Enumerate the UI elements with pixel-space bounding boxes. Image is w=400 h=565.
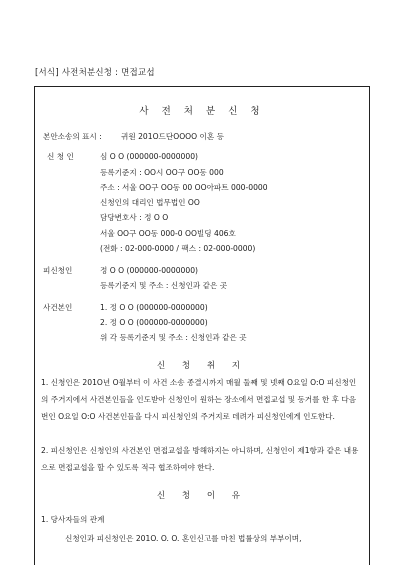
reason-paragraph: 신청인과 피신청인은 201O. O. O. 혼인신고를 마친 법률상의 부부이며, (65, 534, 302, 543)
principals-label: 사건본인 (43, 303, 73, 312)
principals-line: 2. 정 O O (000000-0000000) (100, 318, 208, 327)
applicant-line: 서울 OO구 OO동 000-0 OO빌딩 406호 (100, 229, 236, 238)
respondent-line: 등록기준지 및 주소 : 신청인과 같은 곳 (100, 281, 228, 290)
principals-line: 1. 정 O O (000000-0000000) (100, 303, 208, 312)
document-frame (34, 86, 370, 565)
principals-line: 위 각 등록기준지 및 주소 : 신청인과 같은 곳 (100, 333, 247, 342)
applicant-line: 등록기준지 : OO시 OO구 OO동 000 (100, 168, 224, 177)
applicant-line: 신청인의 대리인 법무법인 OO (100, 198, 200, 207)
applicant-label: 신 청 인 (47, 152, 74, 161)
respondent-label: 피신청인 (43, 266, 73, 275)
applicant-line: 심 O O (000000-0000000) (100, 152, 199, 161)
respondent-line: 정 O O (000000-0000000) (100, 266, 199, 275)
applicant-line: 주소 : 서울 OO구 OO동 00 OO아파트 000-0000 (100, 183, 268, 192)
purpose-paragraph: 1. 신청인은 201O년 O월부터 이 사건 소송 종결시까지 매월 둘째 및 넷째 O요일 O:O 피신청인의 주거지에서 사건본인들을 인도받아 신청인이 원하는 장소에서 면접교섭 및 동거를 한 후 다음번인 O요일 O:O 사건본인들을 다시 피신청인의 주거지로 데려가 피신청인에게 인도한다. (41, 378, 357, 421)
applicant-line: (전화 : 02-000-0000 / 팩스 : 02-000-0000) (100, 244, 256, 253)
document-title: 사 전 처 분 신 청 (139, 106, 265, 117)
case-value: 귀원 201O드단OOOO 이혼 등 (121, 132, 224, 141)
form-caption: [서식] 사전처분신청 : 면접교섭 (35, 68, 155, 78)
applicant-line: 담당변호사 : 정 O O (100, 213, 169, 222)
purpose-paragraph: 2. 피신청인은 신청인의 사건본인 면접교섭을 방해하지는 아니하며, 신청인이 제1항과 같은 내용으로 면접교섭을 할 수 있도록 적극 협조하여야 한다. (41, 446, 359, 472)
purpose-heading: 신 청 취 지 (157, 361, 247, 371)
case-label: 본안소송의 표시 : (43, 132, 102, 141)
reason-heading: 신 청 이 유 (157, 491, 247, 501)
reason-subheading: 1. 당사자들의 관계 (41, 515, 105, 524)
